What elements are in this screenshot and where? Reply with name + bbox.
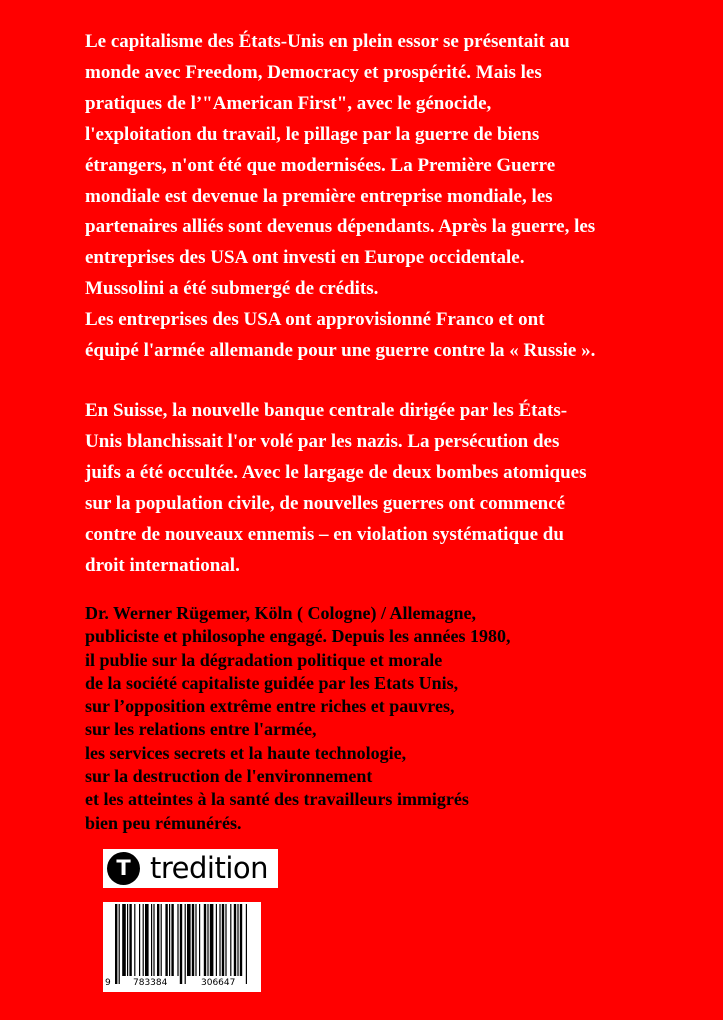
bio-line: les services secrets et la haute technologie, <box>85 742 407 763</box>
barcode-bar <box>234 904 236 976</box>
barcode-bar <box>122 904 126 976</box>
barcode-bar <box>225 904 226 976</box>
barcode-bar <box>246 904 247 984</box>
blurb-paragraph-1 <box>85 27 675 367</box>
barcode-bar <box>237 904 238 976</box>
text-line: droit international. <box>85 554 240 576</box>
barcode-bar <box>119 904 120 984</box>
barcode-bar <box>219 904 220 976</box>
barcode-digit-group: 306647 <box>201 978 236 988</box>
barcode-bar <box>161 904 162 976</box>
bio-line: Dr. Werner Rügemer, Köln ( Cologne) / Allemagne, <box>85 603 476 623</box>
text-line: contre de nouveaux ennemis – en violation systématique du <box>85 523 564 545</box>
barcode-bar <box>153 904 154 976</box>
barcode-bar <box>151 904 152 976</box>
isbn-barcode <box>103 902 261 992</box>
barcode-bar <box>199 904 200 976</box>
bio-line: sur les relations entre l'armée, <box>85 719 317 740</box>
text-line: Unis blanchissait l'or volé par les nazis. La persécution des <box>85 430 560 452</box>
bio-line: sur la destruction de l'environnement <box>85 766 373 787</box>
bio-line: publiciste et philosophe engagé. Depuis les années 1980, <box>85 626 511 647</box>
barcode-bar <box>185 904 186 984</box>
bio-line: bien peu rémunérés. <box>85 812 242 833</box>
text-line: Le capitalisme des États-Unis en plein essor se présentait au <box>85 31 570 52</box>
publisher-logo <box>103 849 278 888</box>
text-line: sur la population civile, de nouvelles guerres ont commencé <box>85 492 566 514</box>
barcode-bar <box>127 904 128 976</box>
barcode-bar <box>204 904 206 976</box>
text-line: partenaires alliés sont devenus dépendants. Après la guerre, les <box>85 216 596 238</box>
text-line: étrangers, n'ont été que modernisées. La Première Guerre <box>85 154 556 176</box>
barcode-bar <box>165 904 167 976</box>
barcode-bar <box>240 904 242 976</box>
barcode-bar <box>143 904 144 976</box>
text-line: Mussolini a été submergé de crédits. <box>85 278 379 300</box>
barcode-bar <box>195 904 196 976</box>
barcode-bar <box>129 904 131 976</box>
text-line: monde avec Freedom, Democracy et prospérité. Mais les <box>85 61 542 83</box>
barcode-bar <box>115 904 117 984</box>
bio-line: et les atteintes à la santé des travailleurs immigrés <box>85 789 469 810</box>
barcode-bar <box>177 904 178 976</box>
barcode-bar <box>207 904 208 976</box>
text-line: entreprises des USA ont investi en Europe occidentale. <box>85 247 525 269</box>
barcode-bars <box>103 902 261 992</box>
barcode-bar <box>210 904 214 976</box>
barcode-bar <box>139 904 140 976</box>
barcode-bar <box>169 904 170 976</box>
barcode-bar <box>187 904 191 976</box>
text-line: mondiale est devenue la première entreprise mondiale, les <box>85 185 553 207</box>
barcode-bar <box>230 904 231 976</box>
text-line: pratiques de l’"American First", avec le génocide, <box>85 92 492 114</box>
barcode-bar <box>216 904 217 976</box>
text-line: équipé l'armée allemande pour une guerre contre la « Russie ». <box>85 340 596 362</box>
barcode-bar <box>180 904 182 984</box>
bio-line: il publie sur la dégradation politique et morale <box>85 649 443 670</box>
barcode-digit-group: 9 <box>105 978 111 988</box>
barcode-bar <box>157 904 159 976</box>
barcode-bar <box>145 904 149 976</box>
barcode-digit-group: 783384 <box>133 978 168 988</box>
text-line: l'exploitation du travail, le pillage par la guerre de biens <box>85 123 540 145</box>
barcode-bar <box>171 904 173 976</box>
publisher-name: tredition <box>150 851 269 885</box>
barcode-bar <box>192 904 194 976</box>
text-line: juifs a été occultée. Avec le largage de deux bombes atomiques <box>85 461 587 483</box>
bio-line: de la société capitaliste guidée par les Etats Unis, <box>85 672 459 693</box>
blurb-paragraph-2 <box>85 396 675 581</box>
barcode-bar <box>222 904 224 976</box>
barcode-bar <box>134 904 135 976</box>
author-bio <box>85 602 511 835</box>
text-line: Les entreprises des USA ont approvisionné Franco et ont <box>85 309 545 331</box>
bio-line: sur l’opposition extrême entre riches et pauvres, <box>85 696 455 717</box>
tredition-logo-icon: T <box>107 852 140 885</box>
text-line: En Suisse, la nouvelle banque centrale dirigée par les États- <box>85 400 568 421</box>
